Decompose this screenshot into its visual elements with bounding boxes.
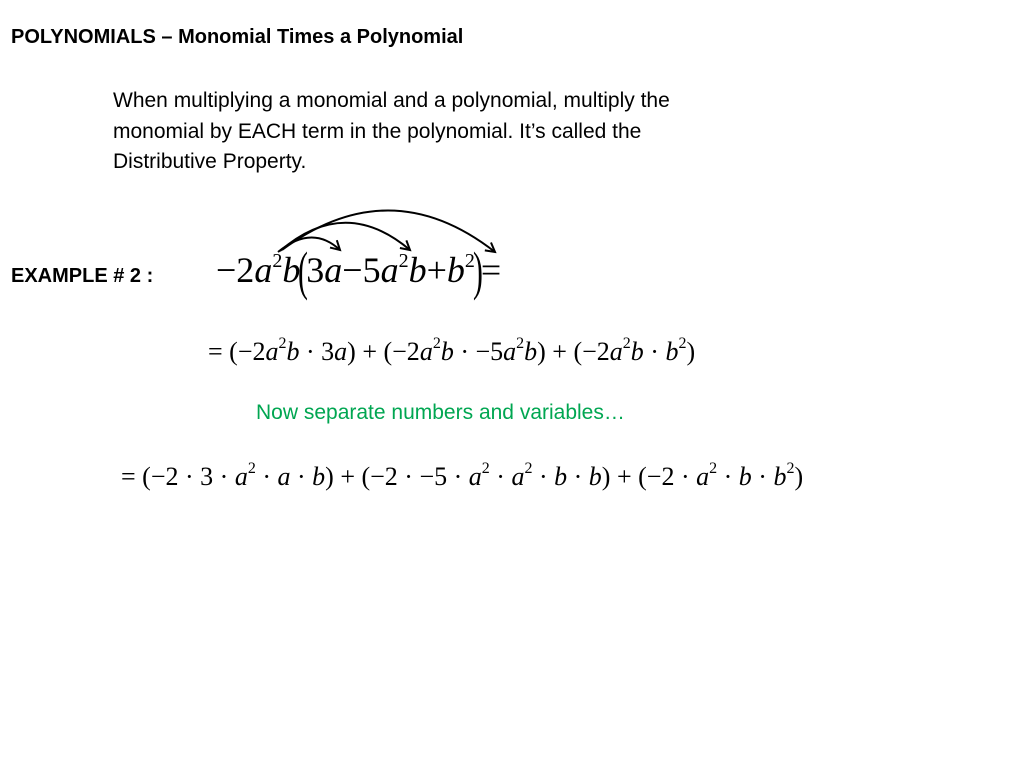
slide-title: POLYNOMIALS – Monomial Times a Polynomial — [11, 26, 464, 48]
example-label: EXAMPLE # 2 : — [11, 265, 154, 287]
intro-line: monomial by EACH term in the polynomial. It’s called the — [113, 119, 642, 143]
instruction-note: Now separate numbers and variables… — [256, 401, 625, 424]
separation-step: = $(-2 \cdot 3 \cdot a^2 \cdot a \cdot b) + (-2 \cdot -5 \cdot a^2 \cdot a^2 \cdot b \cdot b) + (-2 \cdot a^2 \cdot b \cdot b^2)$ — [121, 460, 804, 491]
example-expression: $-2a^2b(3a-5a^2b+b^2)=$ — [216, 241, 502, 301]
intro-line: When multiplying a monomial and a polynomial, multiply the — [113, 89, 670, 112]
intro-line: Distributive Property. — [113, 150, 307, 173]
distribution-step: = $(-2a^2b \cdot 3a) + (-2a^2b \cdot -5a^2b) + (-2a^2b \cdot b^2)$ — [208, 335, 696, 366]
